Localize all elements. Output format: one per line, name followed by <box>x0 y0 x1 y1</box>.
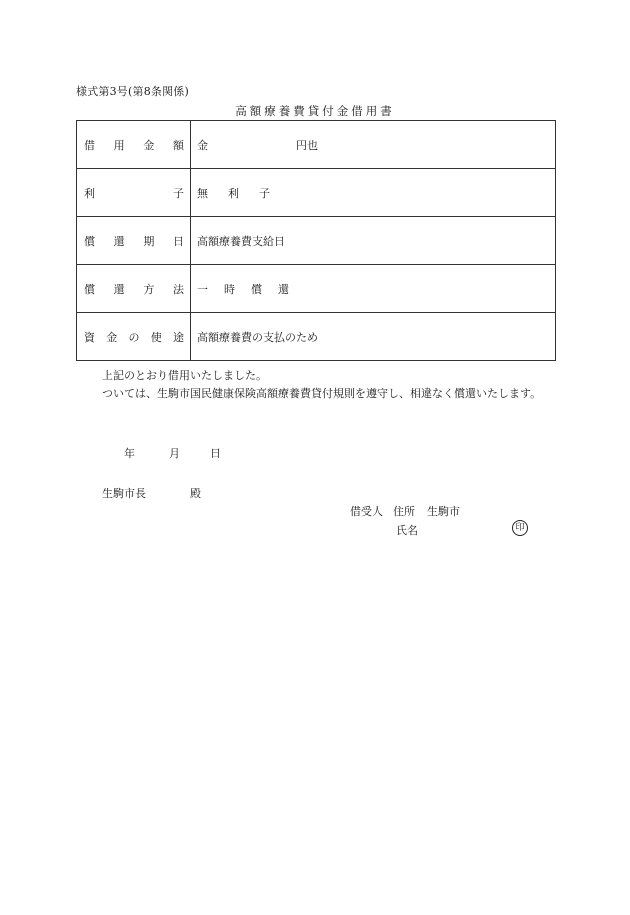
label-char: 金 <box>106 330 118 344</box>
amount-prefix: 金 <box>197 138 208 152</box>
label-char: 額 <box>172 138 184 152</box>
repayment-date-value: 高額療養費支給日 <box>191 217 556 265</box>
amount-suffix: 円也 <box>296 138 318 152</box>
value-char: 還 <box>278 282 289 296</box>
table-row-repayment-method <box>77 265 556 313</box>
row-label <box>84 185 184 201</box>
value-cell <box>191 169 556 217</box>
document-title: 高額療養費貸付金借用書 <box>235 104 395 118</box>
label-cell <box>77 169 191 217</box>
interest-value <box>197 185 549 201</box>
label-char: 方 <box>143 282 155 296</box>
name-label: 氏名 <box>396 524 418 537</box>
label-char: 還 <box>113 282 125 296</box>
address-value: 生駒市 <box>427 505 460 518</box>
loan-amount-value <box>197 137 549 153</box>
label-char: 資 <box>84 330 95 344</box>
row-label <box>84 281 184 297</box>
value-char: 利 <box>228 186 239 200</box>
statement-line-1: 上記のとおり借用いたしました。 <box>102 369 267 382</box>
row-label <box>84 329 184 345</box>
borrower-name-line <box>396 522 418 538</box>
label-cell <box>77 313 191 361</box>
addressee <box>102 485 201 501</box>
label-char: 日 <box>172 234 184 248</box>
label-cell <box>77 217 191 265</box>
address-label: 住所 <box>393 505 415 518</box>
form-number: 様式第3号(第8条関係) <box>76 85 189 98</box>
label-char: 期 <box>143 234 155 248</box>
label-char: 償 <box>84 282 95 296</box>
repayment-method-value <box>197 281 549 297</box>
date-month: 月 <box>169 447 180 460</box>
loan-details-table <box>76 120 556 361</box>
table-row-purpose <box>77 313 556 361</box>
label-char: 用 <box>113 138 125 152</box>
date-line <box>124 445 221 461</box>
label-cell <box>77 265 191 313</box>
label-char: の <box>128 330 140 344</box>
label-char: 借 <box>84 138 95 152</box>
value-char: 無 <box>197 186 208 200</box>
label-char: 利 <box>84 186 95 200</box>
borrower-address-line <box>350 503 460 519</box>
statement-line-2: ついては、生駒市国民健康保険高額療養費貸付規則を遵守し、相違なく償還いたします。 <box>102 387 542 400</box>
label-char: 金 <box>143 138 155 152</box>
purpose-value: 高額療養費の支払のため <box>191 313 556 361</box>
label-char: 途 <box>173 330 184 344</box>
row-label <box>84 233 184 249</box>
value-cell <box>191 265 556 313</box>
value-cell <box>191 121 556 169</box>
date-year: 年 <box>124 447 135 460</box>
row-label <box>84 137 184 153</box>
value-char: 償 <box>251 282 262 296</box>
addressee-honorific: 殿 <box>190 487 201 500</box>
label-char: 還 <box>113 234 125 248</box>
addressee-name: 生駒市長 <box>102 487 146 500</box>
value-char: 子 <box>259 186 270 200</box>
value-char: 時 <box>224 282 235 296</box>
label-char: 子 <box>173 186 184 200</box>
label-char: 償 <box>84 234 95 248</box>
seal-mark-icon: 印 <box>512 520 528 536</box>
table-row-repayment-date <box>77 217 556 265</box>
label-char: 使 <box>150 330 162 344</box>
borrower-label: 借受人 <box>350 505 383 518</box>
label-cell <box>77 121 191 169</box>
label-char: 法 <box>172 282 184 296</box>
table-row-loan-amount <box>77 121 556 169</box>
value-char: 一 <box>197 282 208 296</box>
date-day: 日 <box>210 447 221 460</box>
table-row-interest <box>77 169 556 217</box>
